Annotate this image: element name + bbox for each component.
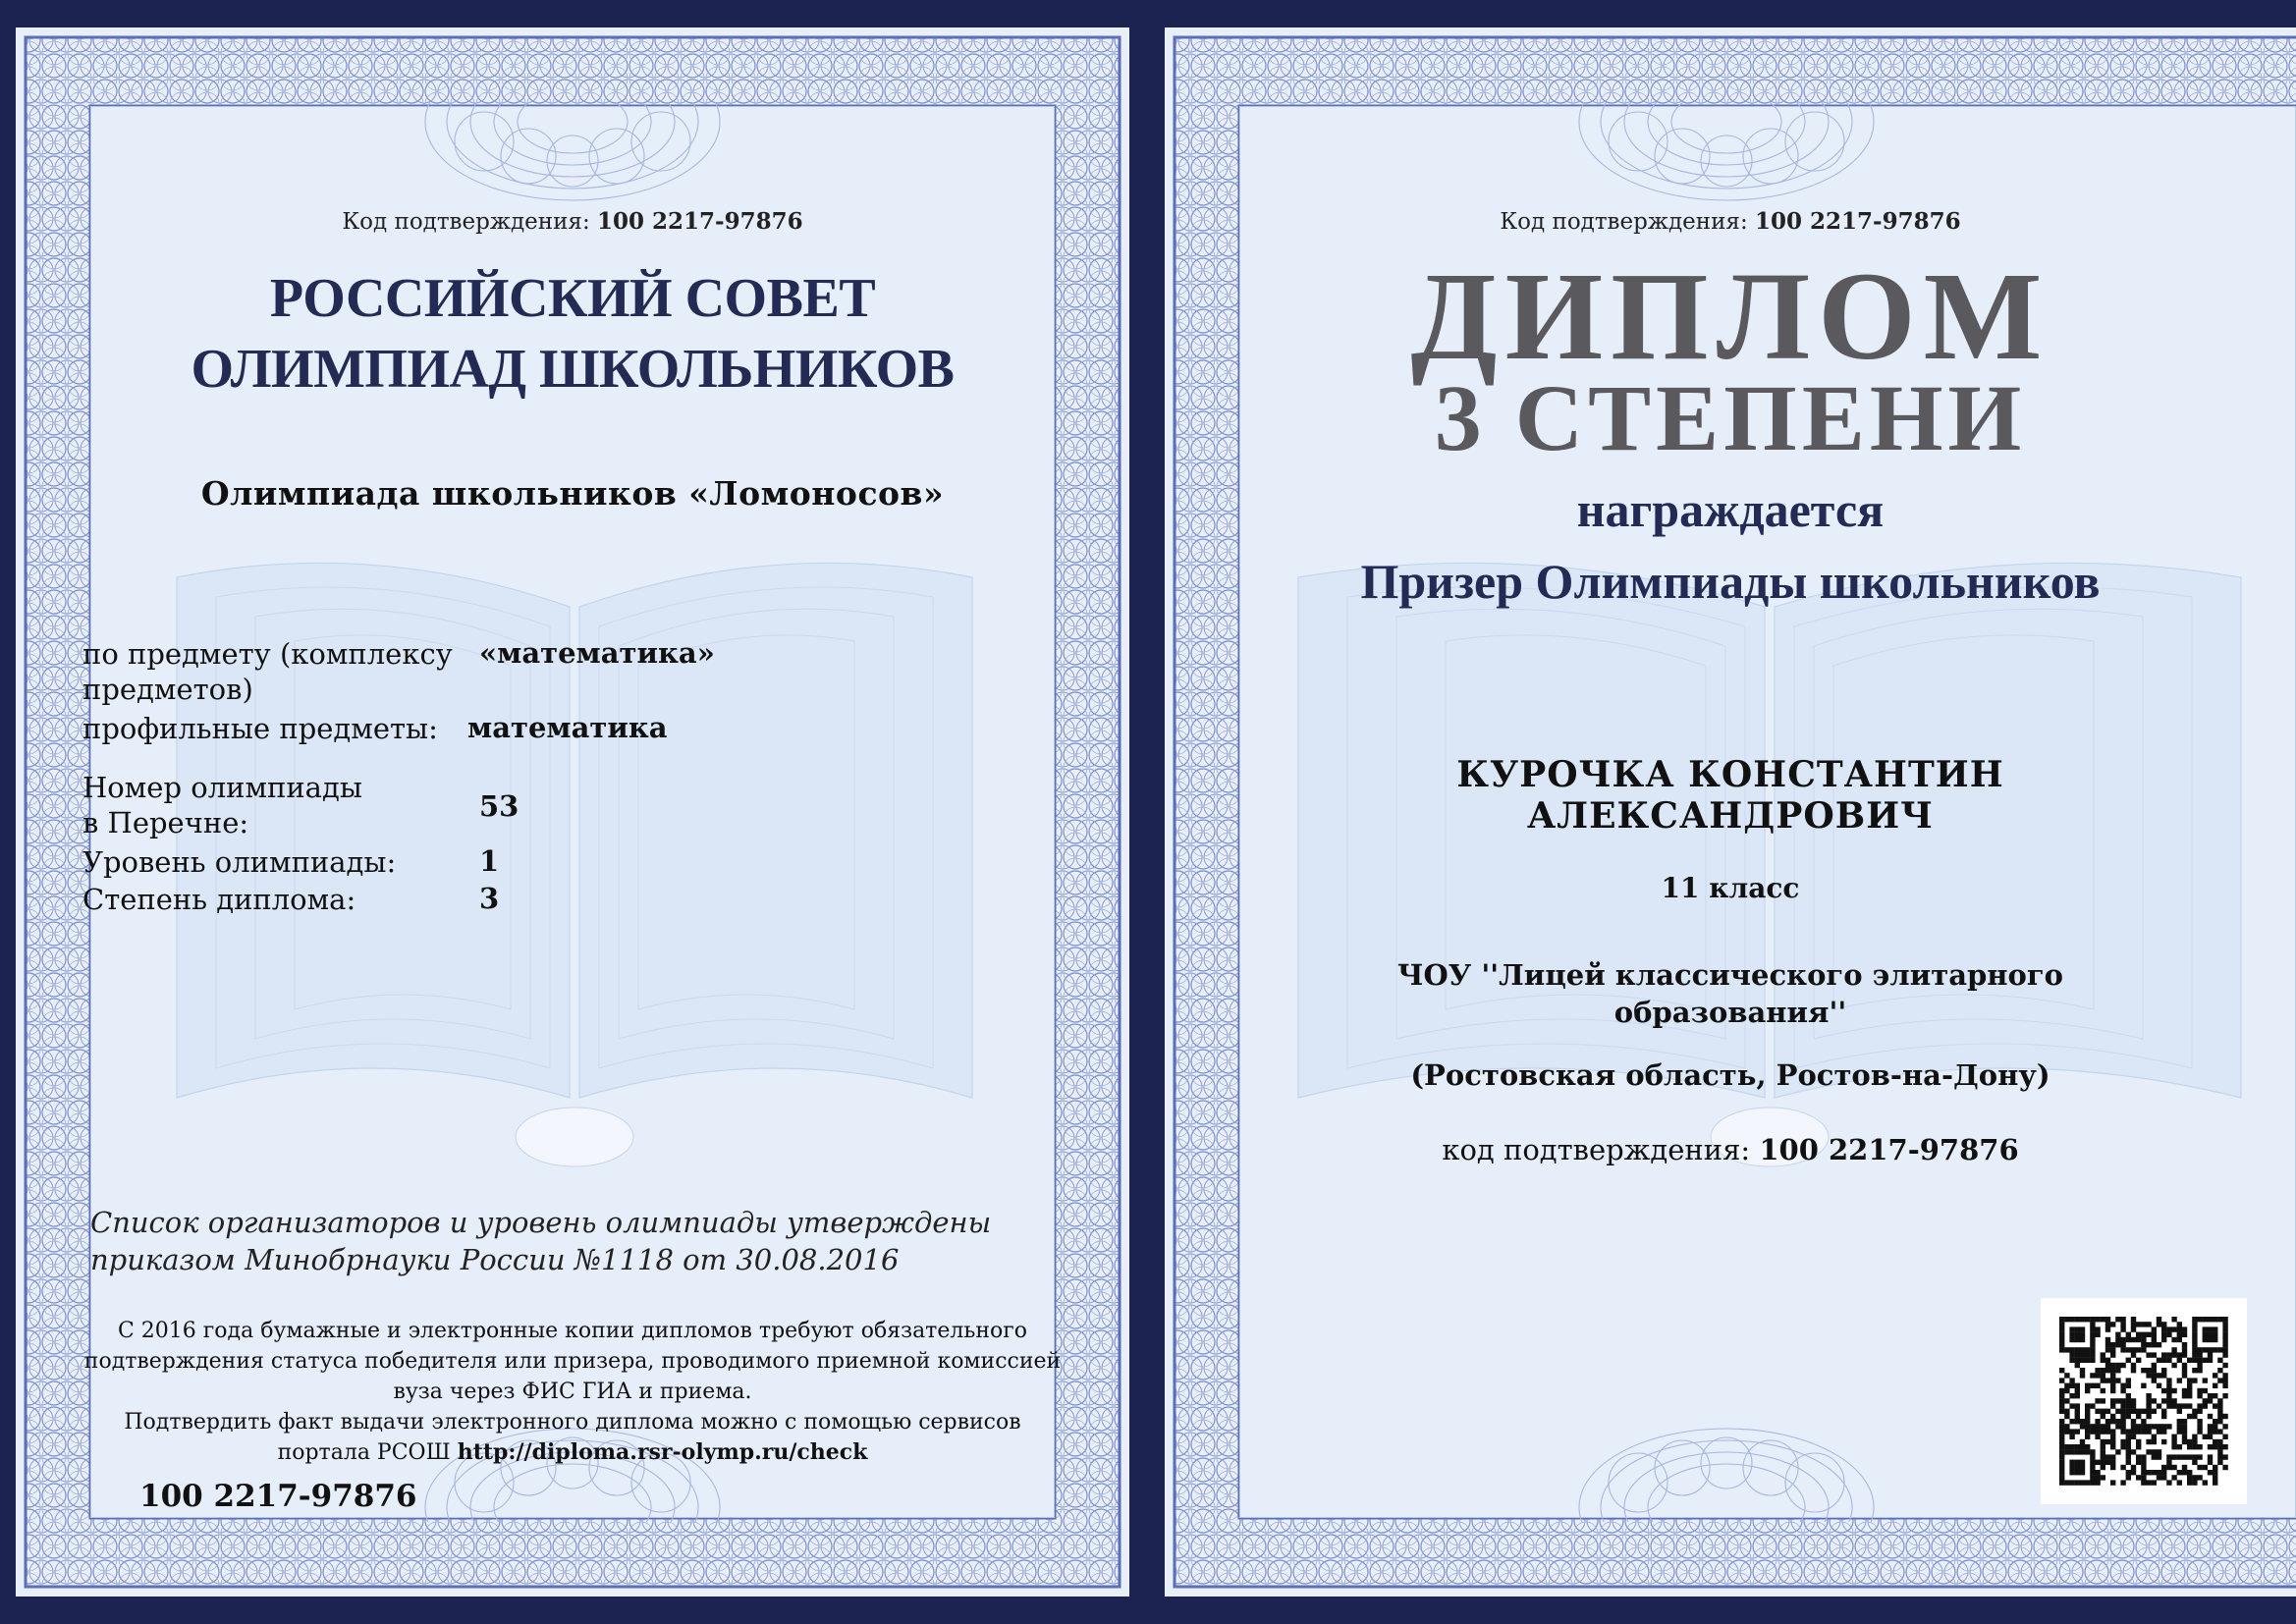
confirmation-code: 100 2217-97876 [597,208,803,235]
recipient-name-line1: КУРОЧКА КОНСТАНТИН [1456,754,2004,795]
confirmation-line-label: код подтверждения: [1442,1133,1751,1166]
confirmation-code-header [1239,208,2221,235]
degree-title: 3 СТЕПЕНИ [1434,365,2027,470]
level-label: Уровень олимпиады: [82,845,397,879]
confirmation-code: 100 2217-97876 [1755,208,1961,235]
council-title-line2: ОЛИМПИАД ШКОЛЬНИКОВ [191,339,955,400]
diploma-front-page [1165,27,2296,1597]
confirmation-label: Код подтверждения: [1500,209,1748,235]
subject-label-line2: предметов) [82,673,253,706]
olympiad-name: Олимпиада школьников «Ломоносов» [200,474,945,513]
rosette-ornament-icon [1569,1414,1884,1522]
awarded-label: награждается [1576,482,1885,537]
school-name [1239,956,2221,1031]
diploma-check-link[interactable]: http://diploma.rsr-olymp.ru/check [457,1439,868,1465]
number-label-line2: в Перечне: [82,806,249,839]
recipient-name-line2: АЛЕКСАНДРОВИЧ [1526,795,1935,837]
organizers-note-line2: приказом Минобрнауки России №1118 от 30.08.2016 [90,1243,900,1276]
confirmation-line [1239,1133,2221,1166]
subject-label [82,636,453,707]
diploma-title: ДИПЛОМ [1410,246,2050,386]
confirmation-label: Код подтверждения: [342,209,590,235]
region-label: (Ростовская область, Ростов-на-Дону) [1410,1058,2050,1092]
info-line1: С 2016 года бумажные и электронные копии дипломов требуют обязательного [117,1319,1028,1343]
school-name-line1: ЧОУ ''Лицей классического элитарного [1397,958,2063,992]
number-value: 53 [479,789,519,823]
info-line2: подтверждения статуса победителя или призера, проводимого приемной комиссией [83,1349,1062,1374]
qr-code-matrix [2041,1298,2247,1504]
degree-value: 3 [479,882,500,915]
rosette-ornament-icon [1569,102,1884,210]
council-title [90,263,1055,405]
paper-field [1239,106,2296,1518]
diploma-back-page [16,27,1129,1597]
paper-field [82,106,1062,1518]
number-label-line1: Номер олимпиады [82,771,362,804]
info-line4: Подтвердить факт выдачи электронного диплома можно с помощью сервисов [124,1410,1021,1435]
level-value: 1 [479,844,500,878]
number-label [82,770,362,840]
profile-label: профильные предметы: [82,712,438,745]
organizers-note [90,1204,991,1278]
rosette-ornament-icon [415,102,730,210]
qr-code-icon[interactable] [2041,1298,2247,1504]
recipient-name [1239,754,2221,837]
bottom-confirmation-code: 100 2217-97876 [139,1479,417,1514]
subject-value: «математика» [479,636,715,670]
profile-value: математика [467,711,668,744]
organizers-note-line1: Список организаторов и уровень олимпиады утверждены [90,1206,992,1239]
info-line5-prefix: портала РСОШ [277,1440,451,1465]
winner-status: Призер Олимпиады школьников [1360,554,2101,609]
subject-label-line1: по предмету (комплексу [82,637,453,671]
grade-label: 11 класс [1661,872,1800,904]
degree-label: Степень диплома: [82,883,356,916]
confirmation-line-code: 100 2217-97876 [1759,1133,2019,1166]
info-paragraph [61,1316,1084,1468]
confirmation-code-header [90,208,1055,235]
council-title-line1: РОССИЙСКИЙ СОВЕТ [269,268,876,329]
info-line3: вуза через ФИС ГИА и приема. [393,1380,752,1404]
school-name-line2: образования'' [1613,996,1847,1029]
info-line5 [61,1437,1084,1468]
